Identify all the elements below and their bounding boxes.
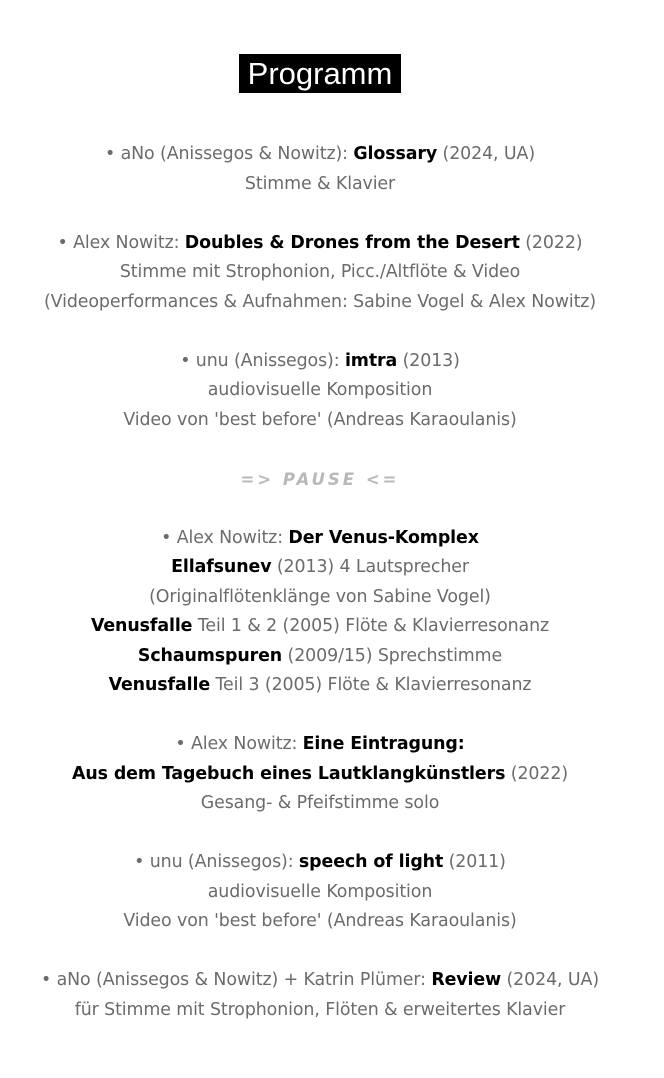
text-segment: Gesang- & Pfeifstimme solo (200, 793, 440, 813)
program-line (0, 258, 640, 288)
program-list (0, 140, 640, 1025)
work-title: Eine Eintragung: (302, 734, 465, 754)
work-title: Venusfalle (108, 675, 211, 695)
work-title: Aus dem Tagebuch eines Lautklangkünstlers (71, 763, 506, 784)
text-segment: (2024, UA) (437, 144, 536, 164)
text-segment: • Alex Nowitz: (57, 232, 185, 253)
text-segment: audiovisuelle Komposition (207, 380, 433, 400)
block-spacer (0, 435, 640, 465)
text-segment: (2024, UA) (501, 970, 599, 990)
work-title: speech of light (298, 852, 444, 872)
text-segment: • aNo (Anissegos & Nowitz): (104, 144, 354, 164)
text-segment: • Alex Nowitz: (161, 527, 289, 548)
text-segment: audiovisuelle Komposition (207, 881, 433, 902)
program-line (0, 553, 640, 583)
text-segment: (2009/15) Sprechstimme (282, 645, 503, 666)
work-title: Ellafsunev (171, 557, 272, 577)
program-line (0, 140, 640, 170)
program-line (0, 878, 640, 908)
block-spacer (0, 937, 640, 967)
work-title: Der Venus-Komplex (288, 527, 479, 548)
work-title: Schaumspuren (137, 645, 283, 666)
text-segment: => PAUSE <= (240, 469, 400, 489)
text-segment: Teil 1 & 2 (2005) Flöte & Klavierresonanz (192, 616, 550, 636)
block-spacer (0, 317, 640, 347)
program-line (0, 612, 640, 642)
text-segment: Video von 'best before' (Andreas Karaoulanis) (123, 409, 517, 430)
text-segment: (2013) (397, 350, 460, 371)
program-line (0, 406, 640, 436)
program-item (0, 848, 640, 937)
text-segment: (2011) (443, 852, 506, 872)
program-item (0, 730, 640, 819)
pause-block (0, 465, 640, 495)
work-title: Doubles & Drones from the Desert (184, 232, 520, 253)
program-line (0, 789, 640, 819)
text-segment: • Alex Nowitz: (175, 734, 303, 754)
text-segment: • aNo (Anissegos & Nowitz) + Katrin Plümer: (41, 970, 432, 990)
text-segment: (2013) 4 Lautsprecher (271, 557, 469, 577)
page-title: Programm (239, 54, 402, 93)
pause-text (0, 465, 640, 495)
work-title: Review (431, 970, 502, 990)
program-line (0, 524, 640, 554)
program-line (0, 583, 640, 613)
program-item (0, 140, 640, 199)
text-segment: für Stimme mit Strophonion, Flöten & erweitertes Klavier (74, 999, 566, 1020)
program-line (0, 671, 640, 701)
work-title: Venusfalle (90, 616, 193, 636)
program-item (0, 229, 640, 318)
program-line (0, 229, 640, 259)
program-line (0, 966, 640, 996)
text-segment: (Originalflötenklänge von Sabine Vogel) (149, 586, 491, 607)
work-title: imtra (344, 350, 398, 371)
text-segment: (Videoperformances & Aufnahmen: Sabine Vogel & Alex Nowitz) (43, 291, 597, 312)
program-line (0, 347, 640, 377)
program-item (0, 524, 640, 701)
title-container (0, 54, 640, 93)
program-line (0, 170, 640, 200)
text-segment: (2022) (519, 232, 583, 253)
program-line (0, 907, 640, 937)
program-line (0, 288, 640, 318)
program-line (0, 760, 640, 790)
text-segment: Stimme & Klavier (244, 173, 396, 194)
text-segment: • unu (Anissegos): (180, 350, 345, 371)
program-item (0, 347, 640, 436)
text-segment: Stimme mit Strophonion, Picc./Altflöte & Video (119, 262, 521, 282)
program-line (0, 848, 640, 878)
program-line (0, 730, 640, 760)
text-segment: • unu (Anissegos): (134, 852, 299, 872)
text-segment: (2022) (505, 763, 568, 784)
block-spacer (0, 701, 640, 731)
program-item (0, 966, 640, 1025)
program-line (0, 376, 640, 406)
program-line (0, 642, 640, 672)
text-segment: Video von 'best before' (Andreas Karaoulanis) (123, 911, 517, 931)
work-title: Glossary (353, 144, 438, 164)
text-segment: Teil 3 (2005) Flöte & Klavierresonanz (210, 675, 532, 695)
block-spacer (0, 819, 640, 849)
block-spacer (0, 494, 640, 524)
program-line (0, 996, 640, 1026)
block-spacer (0, 199, 640, 229)
